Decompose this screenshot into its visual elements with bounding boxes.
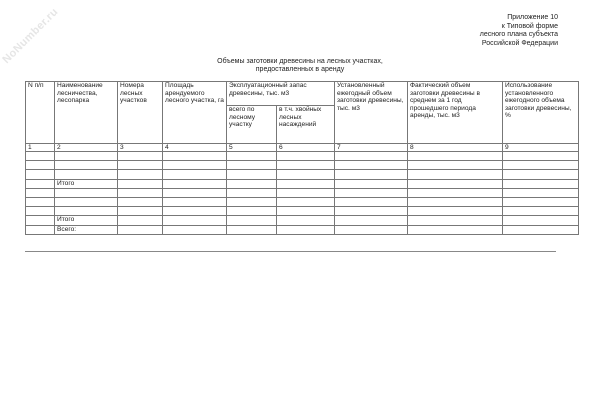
header-operational-stock: Эксплуатационный запас древесины, тыс. м3 — [227, 82, 335, 106]
table-cell[interactable] — [26, 152, 55, 161]
table-cell[interactable] — [227, 207, 277, 216]
column-number: 2 — [55, 144, 118, 152]
appendix-line: к Типовой форме — [501, 22, 558, 30]
table-cell[interactable] — [26, 188, 55, 197]
table-cell[interactable] — [408, 152, 503, 161]
table-cell[interactable] — [408, 225, 503, 234]
title-line: предоставленных в аренду — [255, 66, 345, 74]
table-cell[interactable] — [227, 161, 277, 170]
watermark: NoNumber.ru — [0, 5, 61, 67]
table-cell[interactable] — [26, 225, 55, 234]
table-cell[interactable] — [163, 188, 227, 197]
appendix-note — [480, 14, 558, 48]
table-cell[interactable] — [163, 197, 227, 206]
table-cell[interactable] — [277, 161, 335, 170]
table-cell[interactable] — [163, 207, 227, 216]
header-annual-volume: Установленный ежегодный объем заготовки древесины, тыс. м3 — [335, 82, 408, 144]
table-row — [26, 170, 579, 179]
table-cell[interactable] — [408, 197, 503, 206]
table-row — [26, 216, 579, 225]
table-cell[interactable] — [118, 170, 163, 179]
table-cell[interactable] — [26, 197, 55, 206]
table-cell[interactable] — [118, 216, 163, 225]
table-cell[interactable] — [118, 161, 163, 170]
column-numbers-row — [26, 144, 579, 152]
table-cell[interactable] — [503, 225, 579, 234]
column-number: 5 — [227, 144, 277, 152]
table-cell[interactable] — [277, 216, 335, 225]
table-cell[interactable] — [163, 216, 227, 225]
table-cell[interactable] — [335, 188, 408, 197]
title-line: Объемы заготовки древесины на лесных участках, — [217, 58, 383, 65]
table-cell[interactable] — [503, 161, 579, 170]
table-cell[interactable] — [503, 179, 579, 188]
row-label-cell[interactable] — [55, 161, 118, 170]
row-label-cell[interactable]: Итого — [55, 179, 118, 188]
table-cell[interactable] — [118, 188, 163, 197]
row-label-cell[interactable] — [55, 197, 118, 206]
table-cell[interactable] — [277, 170, 335, 179]
column-number: 9 — [503, 144, 579, 152]
column-number: 3 — [118, 144, 163, 152]
table-cell[interactable] — [503, 197, 579, 206]
appendix-line: лесного плана субъекта — [479, 31, 558, 39]
table-cell[interactable] — [118, 152, 163, 161]
column-number: 8 — [408, 144, 503, 152]
table-cell[interactable] — [277, 207, 335, 216]
harvest-volume-table — [25, 81, 579, 235]
table-cell[interactable] — [335, 179, 408, 188]
header-stock-conifer: в т.ч. хвойных лесных насаждений — [277, 106, 335, 144]
header-plot-numbers: Номера лесных участков — [118, 82, 163, 144]
table-cell[interactable] — [26, 207, 55, 216]
table-row — [26, 152, 579, 161]
table-cell[interactable] — [118, 225, 163, 234]
table-cell[interactable] — [335, 161, 408, 170]
table-cell[interactable] — [163, 179, 227, 188]
table-cell[interactable] — [335, 216, 408, 225]
column-number: 1 — [26, 144, 55, 152]
table-cell[interactable] — [163, 161, 227, 170]
table-cell[interactable] — [118, 197, 163, 206]
column-number: 7 — [335, 144, 408, 152]
table-cell[interactable] — [26, 179, 55, 188]
header-actual-volume: Фактический объем заготовки древесины в среднем за 1 год прошедшего периода аренды, тыс. м3 — [408, 82, 503, 144]
table-cell[interactable] — [227, 216, 277, 225]
header-forestry-name: Наименование лесничества, лесопарка — [55, 82, 118, 144]
table-cell[interactable] — [227, 179, 277, 188]
table-cell[interactable] — [335, 197, 408, 206]
table-cell[interactable] — [26, 161, 55, 170]
table-cell[interactable] — [277, 188, 335, 197]
document-title — [0, 58, 600, 75]
table-cell[interactable] — [408, 188, 503, 197]
table-row — [26, 207, 579, 216]
header-usage-percent: Использование установленного ежегодного объема заготовки древесины, % — [503, 82, 579, 144]
row-label-cell[interactable]: Итого — [55, 216, 118, 225]
table-cell[interactable] — [227, 170, 277, 179]
table-cell[interactable] — [503, 207, 579, 216]
table-cell[interactable] — [227, 152, 277, 161]
table-row — [26, 197, 579, 206]
table-cell[interactable] — [503, 170, 579, 179]
table-cell[interactable] — [335, 152, 408, 161]
table-cell[interactable] — [163, 225, 227, 234]
table-cell[interactable] — [277, 197, 335, 206]
table-cell[interactable] — [163, 170, 227, 179]
table-cell[interactable] — [277, 152, 335, 161]
header-stock-total: всего по лесному участку — [227, 106, 277, 144]
table-cell[interactable] — [227, 197, 277, 206]
table-cell[interactable] — [277, 225, 335, 234]
table-cell[interactable] — [408, 170, 503, 179]
table-row — [26, 179, 579, 188]
table-cell[interactable] — [503, 152, 579, 161]
column-number: 4 — [163, 144, 227, 152]
table-row — [26, 225, 579, 234]
table-cell[interactable] — [26, 170, 55, 179]
table-cell[interactable] — [277, 179, 335, 188]
table-cell[interactable] — [163, 152, 227, 161]
table-cell[interactable] — [335, 225, 408, 234]
row-label-cell[interactable]: Всего: — [55, 225, 118, 234]
table-cell[interactable] — [227, 188, 277, 197]
appendix-line: Российской Федерации — [481, 39, 558, 47]
table-cell[interactable] — [408, 216, 503, 225]
table-cell[interactable] — [408, 179, 503, 188]
row-label-cell[interactable] — [55, 207, 118, 216]
table-cell[interactable] — [503, 188, 579, 197]
table-cell[interactable] — [408, 161, 503, 170]
row-label-cell[interactable] — [55, 188, 118, 197]
divider-line — [25, 251, 556, 252]
appendix-line: Приложение 10 — [507, 14, 558, 21]
table-cell[interactable] — [408, 207, 503, 216]
table-cell[interactable] — [118, 207, 163, 216]
table-cell[interactable] — [26, 216, 55, 225]
table-cell[interactable] — [335, 207, 408, 216]
row-label-cell[interactable] — [55, 170, 118, 179]
header-leased-area: Площадь арендуемого лесного участка, га — [163, 82, 227, 144]
table-cell[interactable] — [335, 170, 408, 179]
table-cell[interactable] — [503, 216, 579, 225]
table-cell[interactable] — [118, 179, 163, 188]
column-number: 6 — [277, 144, 335, 152]
table-row — [26, 161, 579, 170]
table-row — [26, 188, 579, 197]
header-number: N п/п — [26, 82, 55, 144]
row-label-cell[interactable] — [55, 152, 118, 161]
table-cell[interactable] — [227, 225, 277, 234]
